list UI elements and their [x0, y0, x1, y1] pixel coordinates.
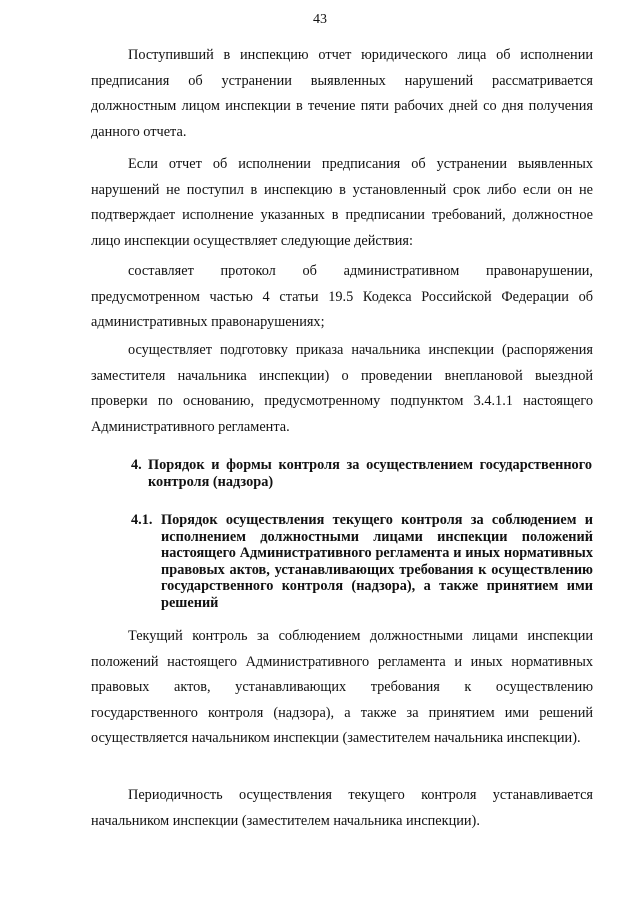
section-4-title: Порядок и формы контроля за осуществлением государственного контроля (надзора): [148, 457, 592, 490]
paragraph-report-missing: Если отчет об исполнении предписания об устранении выявленных нарушений не поступил в инспекцию в установленный срок либо если он не подтверждает исполнение указанных в предписании требований, должностное лицо инспекции осуществляет следующие действия:: [91, 156, 593, 249]
section-4-heading: [131, 457, 592, 490]
section-4-1-number: 4.1.: [131, 512, 153, 528]
paragraph-control-periodicity: Периодичность осуществления текущего контроля устанавливается начальником инспекции (заместителем начальника инспекции).: [91, 787, 593, 829]
section-4-number: 4.: [131, 457, 142, 473]
paragraph-inspection-order-action: осуществляет подготовку приказа начальника инспекции (распоряжения заместителя начальника инспекции) о проведении внеплановой выездной проверки по основанию, предусмотренному подпунктом 3.4.1.1 настоящего Административного регламента.: [91, 342, 593, 435]
section-4-1-heading: [131, 512, 593, 612]
page-number: 43: [313, 12, 327, 27]
paragraph-current-control: Текущий контроль за соблюдением должностными лицами инспекции положений настоящего Административного регламента и иных нормативных правовых актов, устанавливающих требования к осуществлению государственного контроля (надзора), а также за принятием ими решений осуществляется начальником инспекции (заместителем начальника инспекции).: [91, 628, 593, 747]
paragraph-protocol-action: составляет протокол об административном правонарушении, предусмотренном частью 4 статьи 19.5 Кодекса Российской Федерации об административных правонарушениях;: [91, 263, 593, 331]
paragraph-report-review: Поступивший в инспекцию отчет юридического лица об исполнении предписания об устранении выявленных нарушений рассматривается должностным лицом инспекции в течение пяти рабочих дней со дня получения данного отчета.: [91, 47, 593, 140]
section-4-1-title: Порядок осуществления текущего контроля за соблюдением и исполнением должностными лицами инспекции положений настоящего Административного регламента и иных нормативных правовых актов, устанавливающих требования к осуществлению государственного контроля (надзора), а также принятием ими решений: [161, 512, 593, 611]
